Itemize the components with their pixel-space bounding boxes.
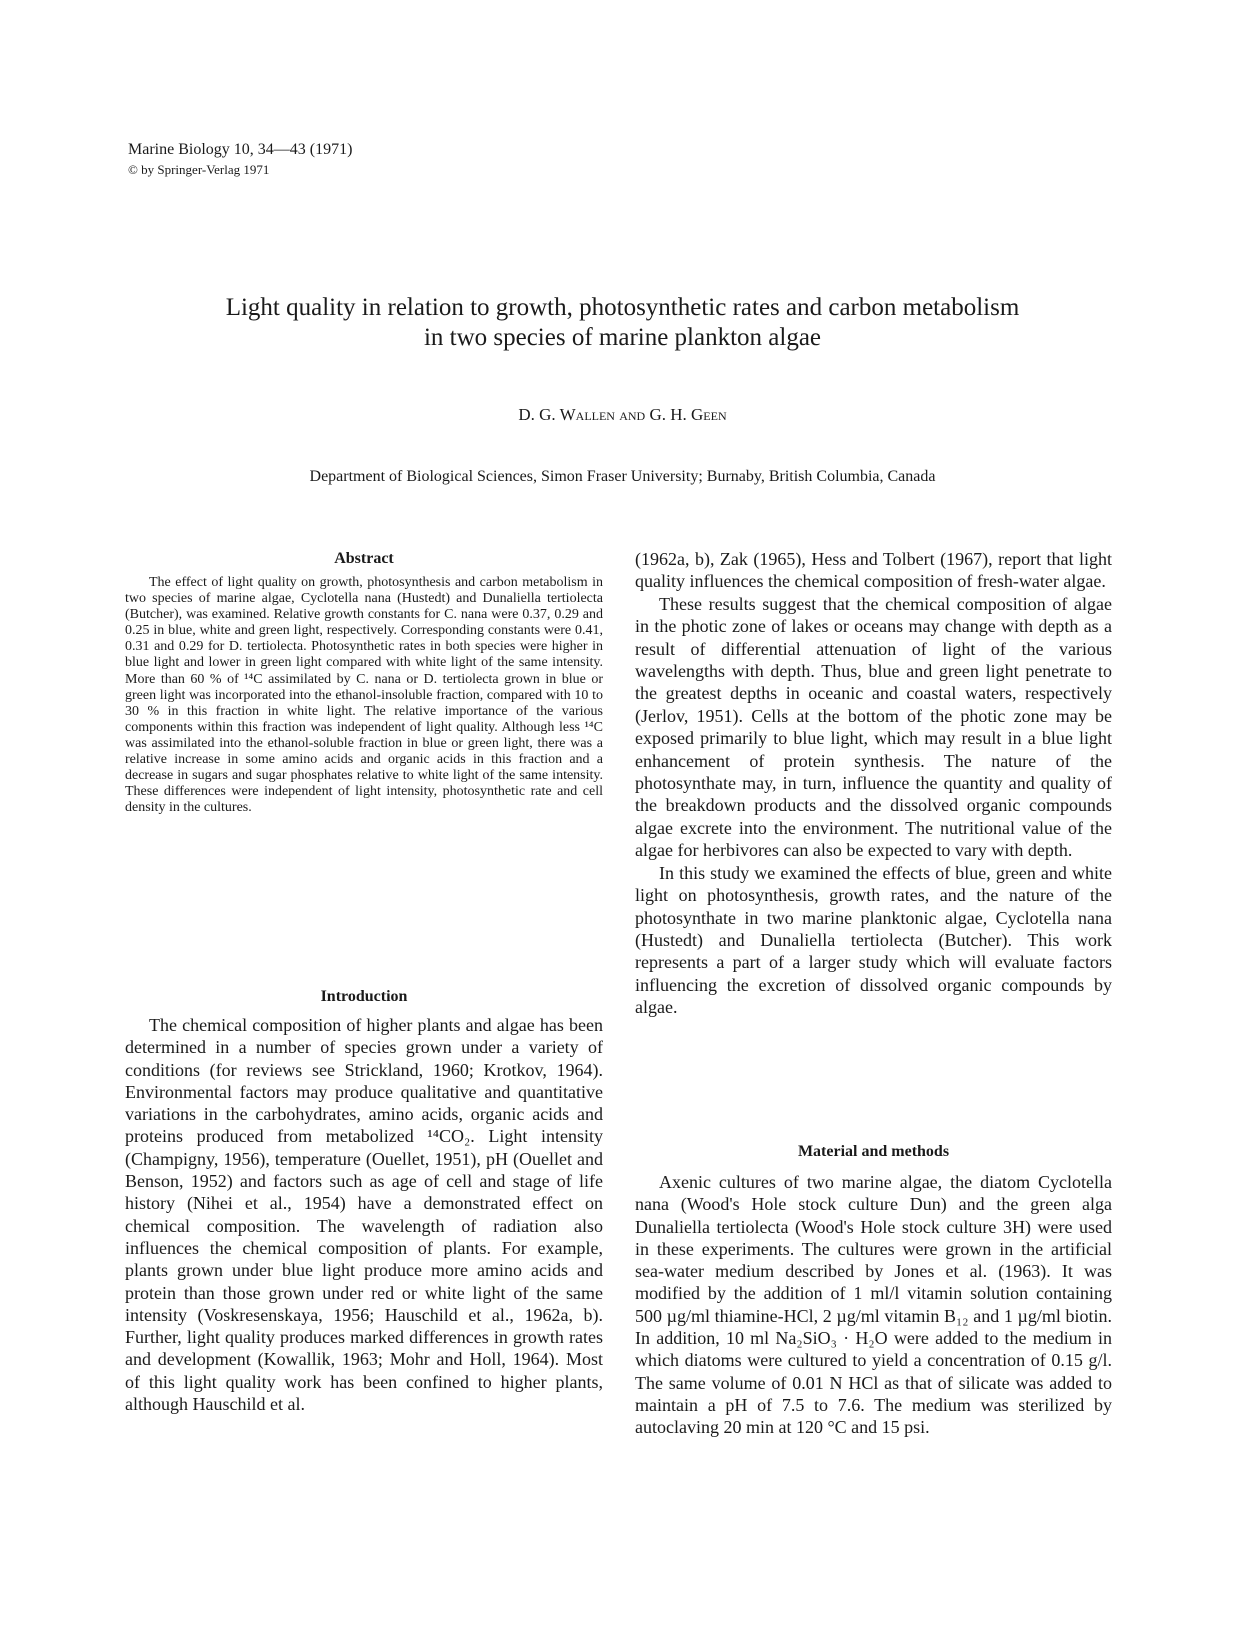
introduction-continued	[635, 548, 1112, 1019]
introduction-section	[125, 1014, 603, 1415]
affiliation: Department of Biological Sciences, Simon Fraser University; Burnaby, British Columbia, Canada	[309, 468, 936, 485]
title-line-2: in two species of marine plankton algae	[423, 324, 822, 351]
paper-title	[120, 293, 1125, 353]
journal-citation: Marine Biology 10, 34—43 (1971)	[128, 141, 353, 158]
title-line-1: Light quality in relation to growth, photosynthetic rates and carbon metabolism	[225, 294, 1020, 321]
abstract-heading: Abstract	[334, 550, 394, 567]
methods-text: Axenic cultures of two marine algae, the diatom Cyclotella nana (Wood's Hole stock culture Dun) and the green alga Dunaliella tertiolecta (Wood's Hole stock culture 3H) were used in these experiments. The cultures were grown in the artificial sea-water medium described by Jones et al. (1963). It was modified by the addition of 1 ml/l vitamin solution containing 500 µg/ml thiamine-HCl, 2 µg/ml vitamin B₁₂ and 1 µg/ml biotin. In addition, 10 ml Na₂SiO₃ · H₂O were added to the medium in which diatoms were cultured to yield a concentration of 0.15 g/l. The same volume of 0.01 N HCl as that of silicate was added to maintain a pH of 7.5 to 7.6. The medium was sterilized by autoclaving 20 min at 120 °C and 15 psi.	[635, 1172, 1112, 1438]
introduction-text: The chemical composition of higher plants and algae has been determined in a number of species grown under a variety of conditions (for reviews see Strickland, 1960; Krotkov, 1964). Environmental factors may produce qualitative and quantitative variations in the carbohydrates, amino acids, organic acids and proteins produced from metabolized ¹⁴CO₂. Light intensity (Champigny, 1956), temperature (Ouellet, 1951), pH (Ouellet and Benson, 1952) and factors such as age of cell and stage of life history (Nihei et al., 1954) have a demonstrated effect on chemical composition. The wavelength of radiation also influences the chemical composition of plants. For example, plants grown under blue light produce more amino acids and protein than those grown under red or white light of the same intensity (Voskresenskaya, 1956; Hauschild et al., 1962a, b). Further, light quality produces marked differences in growth rates and development (Kowallik, 1963; Mohr and Holl, 1964). Most of this light quality work has been confined to higher plants, although Hauschild et al.	[125, 1015, 603, 1415]
abstract-section	[125, 575, 603, 816]
abstract-text: The effect of light quality on growth, photosynthesis and carbon metabolism in two species of marine algae, Cyclotella nana (Hustedt) and Dunaliella tertiolecta (Butcher), was examined. Relative growth constants for C. nana were 0.37, 0.29 and 0.25 in blue, white and green light, respectively. Corresponding constants were 0.41, 0.31 and 0.29 for D. tertiolecta. Photosynthetic rates in both species were higher in blue light and lower in green light compared with white light of the same intensity. More than 60 % of ¹⁴C assimilated by C. nana or D. tertiolecta grown in blue or green light was incorporated into the ethanol-insoluble fraction, compared with 10 to 30 % in this fraction in white light. The relative importance of the various components within this fraction was independent of light quality. Although less ¹⁴C was assimilated into the ethanol-soluble fraction in blue or green light, there was a relative increase in some amino acids and organic acids in this fraction and a decrease in sugars and sugar phosphates relative to white light of the same intensity. These differences were independent of light intensity, photosynthetic rate and cell density in the cultures.	[125, 575, 603, 816]
intro-paragraph-2: These results suggest that the chemical composition of algae in the photic zone of lakes or oceans may change with depth as a result of differential attenuation of light of the various wavelengths with depth. Thus, blue and green light penetrate to the greatest depths in oceanic and coastal waters, respectively (Jerlov, 1951). Cells at the bottom of the photic zone may be exposed primarily to blue light, which may result in a blue light enhancement of protein synthesis. The nature of the photosynthate may, in turn, influence the quantity and quality of the breakdown products and the dissolved organic compounds algae excrete into the environment. The nutritional value of the algae for herbivores can also be expected to vary with depth.	[635, 593, 1112, 861]
methods-section	[635, 1171, 1112, 1439]
journal-header	[128, 140, 352, 180]
introduction-heading: Introduction	[320, 988, 408, 1005]
authors: D. G. Wallen and G. H. Geen	[518, 405, 727, 424]
methods-heading: Material and methods	[797, 1143, 950, 1160]
intro-paragraph-1: (1962a, b), Zak (1965), Hess and Tolbert (1967), report that light quality influences the chemical composition of fresh-water algae.	[635, 549, 1112, 592]
copyright-line: © by Springer-Verlag 1971	[128, 162, 270, 177]
intro-paragraph-3: In this study we examined the effects of blue, green and white light on photosynthesis, growth rates, and the nature of the photosynthate in two marine planktonic algae, Cyclotella nana (Hustedt) and Dunaliella tertiolecta (Butcher). This work represents a part of a larger study which will evaluate factors influencing the excretion of dissolved organic compounds by algae.	[635, 862, 1112, 1018]
